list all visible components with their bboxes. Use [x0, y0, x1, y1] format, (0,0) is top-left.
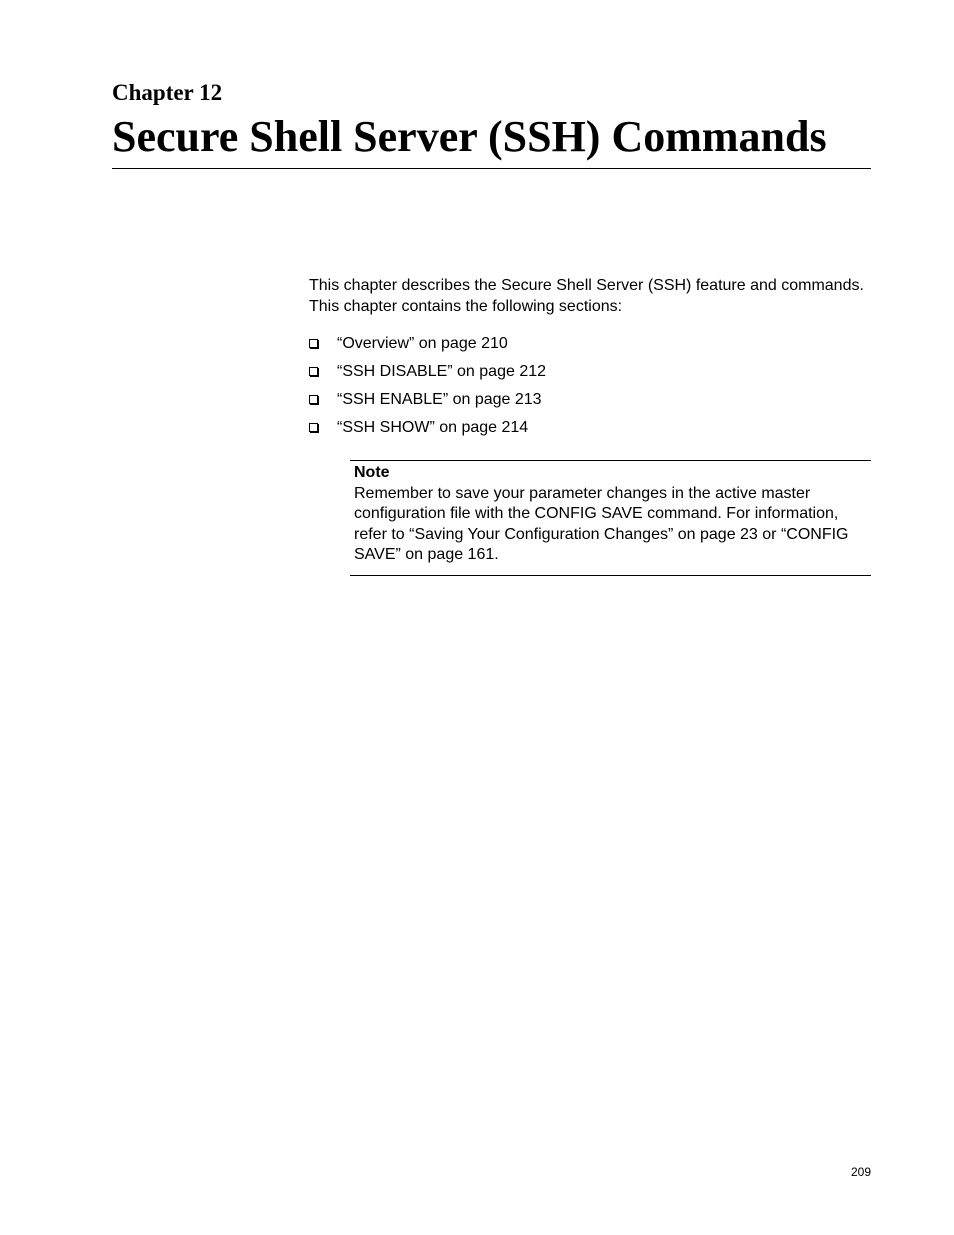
page-title: Secure Shell Server (SSH) Commands — [112, 112, 827, 161]
section-list — [309, 333, 546, 445]
section-link[interactable]: “SSH DISABLE” on page 212 — [337, 363, 547, 380]
section-link[interactable]: “SSH ENABLE” on page 213 — [337, 391, 542, 408]
title-divider — [112, 168, 871, 169]
section-link[interactable]: “Overview” on page 210 — [337, 335, 508, 352]
list-item[interactable] — [309, 417, 546, 445]
section-link[interactable]: “SSH SHOW” on page 214 — [337, 419, 529, 436]
box-bullet-icon — [309, 367, 318, 376]
page-number: 209 — [850, 1165, 871, 1179]
note-heading: Note — [354, 464, 390, 481]
chapter-label: Chapter 12 — [112, 80, 223, 105]
box-bullet-icon — [309, 423, 318, 432]
intro-paragraph: This chapter describes the Secure Shell Server (SSH) feature and commands. This chapter contains the following sections: — [309, 277, 864, 315]
note-box — [350, 460, 871, 576]
list-item[interactable] — [309, 333, 546, 361]
list-item[interactable] — [309, 389, 546, 417]
box-bullet-icon — [309, 395, 318, 404]
list-item[interactable] — [309, 361, 546, 389]
note-body: Remember to save your parameter changes in the active master configuration file with the CONFIG SAVE command. For information, refer to “Saving Your Configuration Changes” on page 23 or “CONFIG SAVE” on page 161. — [354, 484, 849, 563]
box-bullet-icon — [309, 339, 318, 348]
